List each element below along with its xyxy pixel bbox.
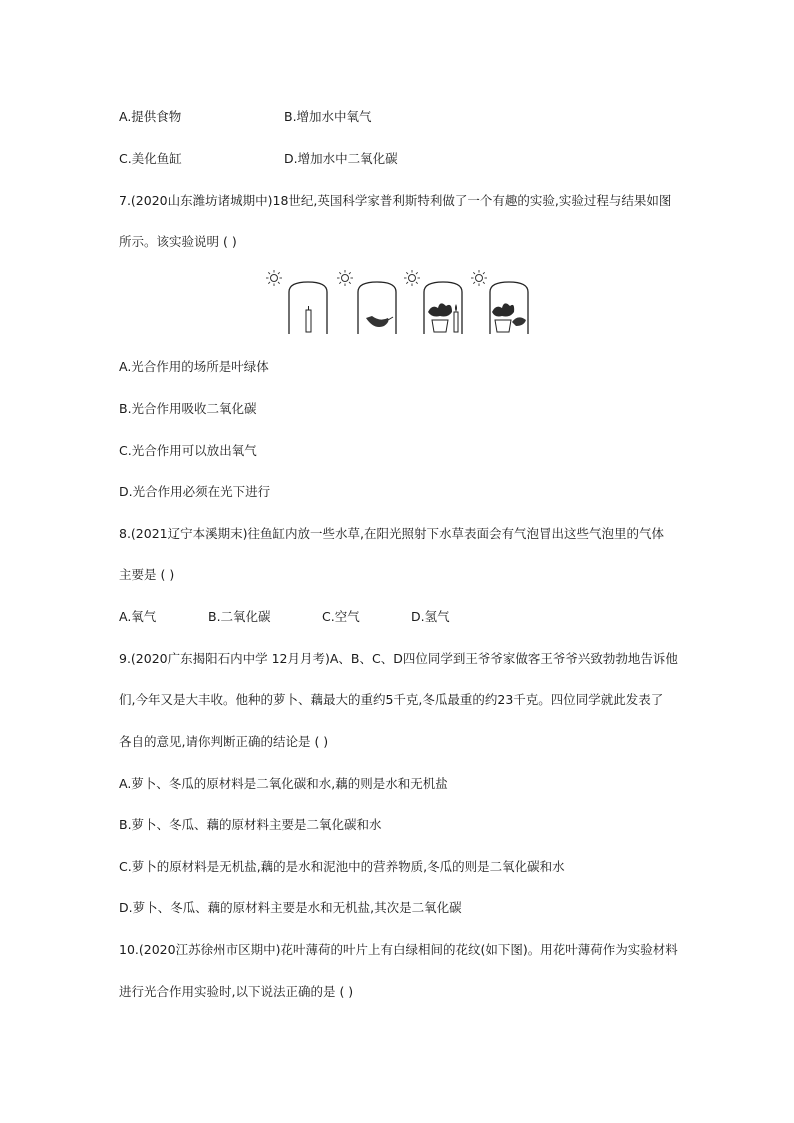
sun-icon: [404, 270, 420, 286]
q9-option-a: A.萝卜、冬瓜的原材料是二氧化碳和水,藕的则是水和无机盐: [119, 776, 448, 791]
q9-stem-line2: 们,今年又是大丰收。他种的萝卜、藕最大的重约5千克,冬瓜最重的约23千克。四位同学就此发表了: [119, 692, 664, 707]
q7-option-c: C.光合作用可以放出氧气: [119, 443, 257, 458]
q8-stem-line1: 8.(2021辽宁本溪期末)往鱼缸内放一些水草,在阳光照射下水草表面会有气泡冒出这些气泡里的气体: [119, 526, 664, 541]
sun-icon: [471, 270, 487, 286]
q9-stem-line1: 9.(2020广东揭阳石内中学 12月月考)A、B、C、D四位同学到王爷爷家做客王爷爷兴致勃勃地告诉他: [119, 651, 678, 666]
q6-option-d: D.增加水中二氧化碳: [284, 151, 398, 166]
q8-option-a: A.氧气: [119, 609, 157, 624]
q7-stem-line1: 7.(2020山东潍坊诸城期中)18世纪,英国科学家普利斯特利做了一个有趣的实验,实验过程与结果如图: [119, 193, 672, 208]
q8-option-b: B.二氧化碳: [208, 609, 271, 624]
q8-stem-line2: 主要是 ( ): [119, 567, 175, 582]
q7-option-d: D.光合作用必须在光下进行: [119, 484, 271, 499]
sun-icon: [337, 270, 353, 286]
q7-stem-line2: 所示。该实验说明 ( ): [119, 234, 237, 249]
q10-stem-line2: 进行光合作用实验时,以下说法正确的是 ( ): [119, 984, 354, 999]
q6-option-c: C.美化鱼缸: [119, 151, 182, 166]
q9-option-b: B.萝卜、冬瓜、藕的原材料主要是二氧化碳和水: [119, 817, 382, 832]
q10-stem-line1: 10.(2020江苏徐州市区期中)花叶薄荷的叶片上有白绿相间的花纹(如下图)。用花叶薄荷作为实验材料: [119, 942, 678, 957]
q7-experiment-figure: [262, 268, 532, 338]
q9-option-d: D.萝卜、冬瓜、藕的原材料主要是水和无机盐,其次是二氧化碳: [119, 900, 462, 915]
q9-option-c: C.萝卜的原材料是无机盐,藕的是水和泥池中的营养物质,冬瓜的则是二氧化碳和水: [119, 859, 565, 874]
sun-icon: [266, 270, 282, 286]
q8-option-c: C.空气: [322, 609, 360, 624]
q7-option-b: B.光合作用吸收二氧化碳: [119, 401, 257, 416]
q8-option-d: D.氢气: [411, 609, 450, 624]
q6-option-b: B.增加水中氧气: [284, 109, 372, 124]
q7-option-a: A.光合作用的场所是叶绿体: [119, 359, 269, 374]
q9-stem-line3: 各自的意见,请你判断正确的结论是 ( ): [119, 734, 329, 749]
q6-option-a: A.提供食物: [119, 109, 182, 124]
